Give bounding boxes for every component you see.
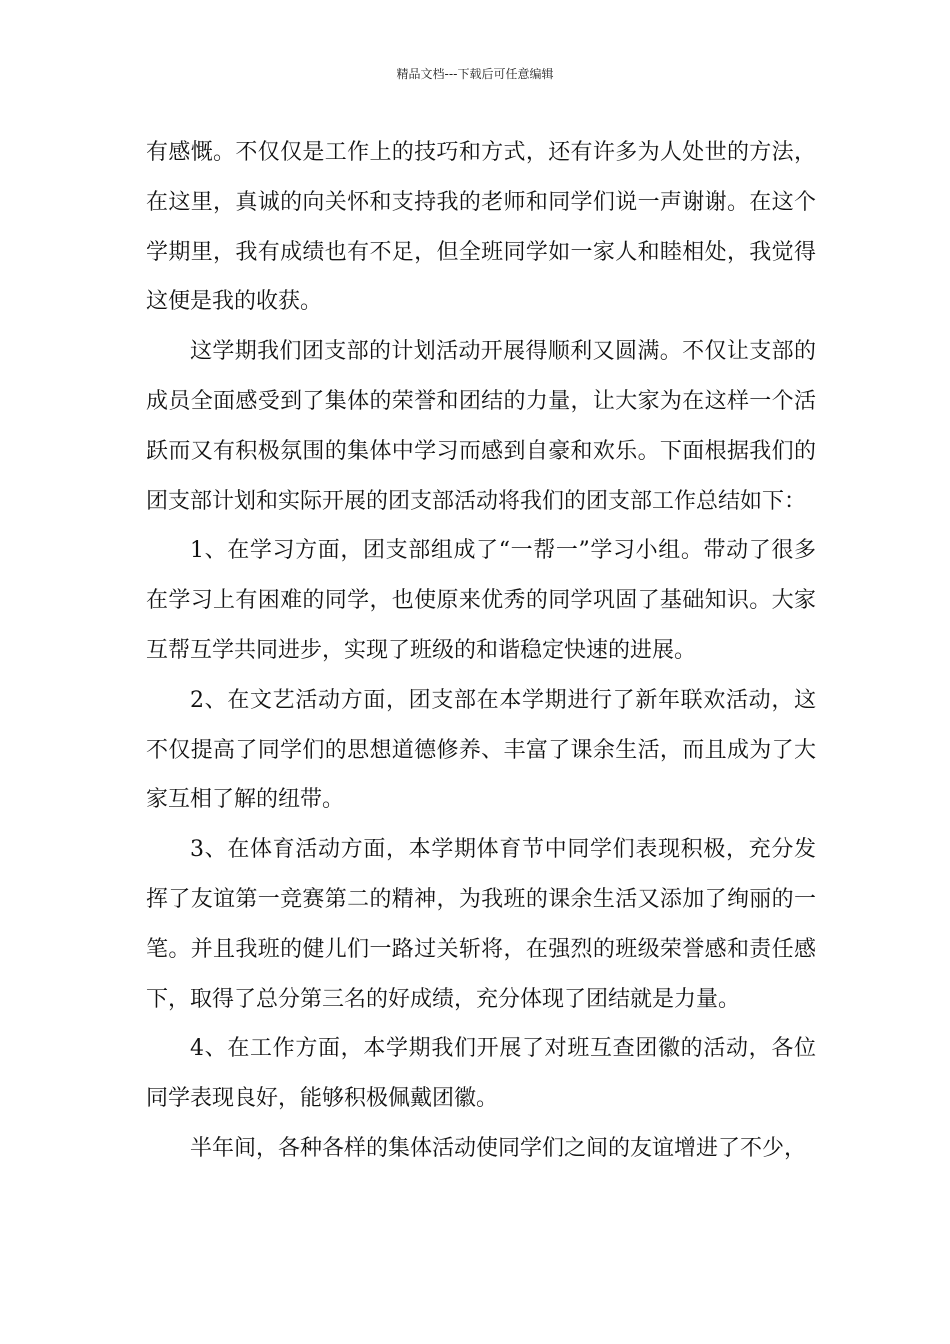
paragraph-work: 4、在工作方面，本学期我们开展了对班互查团徽的活动，各位同学表现良好，能够积极佩戴团徽。 bbox=[146, 1036, 816, 1112]
paragraph-reflection: 有感慨。不仅仅是工作上的技巧和方式，还有许多为人处世的方法，在这里，真诚的向关怀和支持我的老师和同学们说一声谢谢。在这个学期里，我有成绩也有不足，但全班同学如一家人和睦相处，我觉得这便是我的收获。 bbox=[146, 140, 816, 315]
paragraph-study: 1、在学习方面，团支部组成了“一帮一”学习小组。带动了很多在学习上有困难的同学，也使原来优秀的同学巩固了基础知识。大家互帮互学共同进步，实现了班级的和谐稳定快速的进展。 bbox=[146, 538, 816, 663]
paragraph-intro: 这学期我们团支部的计划活动开展得顺利又圆满。不仅让支部的成员全面感受到了集体的荣誉和团结的力量，让大家为在这样一个活跃而又有积极氛围的集体中学习而感到自豪和欢乐。下面根据我们的团支部计划和实际开展的团支部活动将我们的团支部工作总结如下： bbox=[146, 339, 816, 514]
paragraph-summary: 半年间，各种各样的集体活动使同学们之间的友谊增进了不少， bbox=[190, 1135, 807, 1161]
page-header: 精品文档---下载后可任意编辑 bbox=[396, 67, 554, 81]
document-body bbox=[146, 128, 816, 1174]
paragraph-sports: 3、在体育活动方面，本学期体育节中同学们表现积极，充分发挥了友谊第一竞赛第二的精神，为我班的课余生活又添加了绚丽的一笔。并且我班的健儿们一路过关斩将，在强烈的班级荣誉感和责任感下，取得了总分第三名的好成绩，充分体现了团结就是力量。 bbox=[146, 837, 816, 1012]
paragraph-arts: 2、在文艺活动方面，团支部在本学期进行了新年联欢活动，这不仅提高了同学们的思想道德修养、丰富了课余生活，而且成为了大家互相了解的纽带。 bbox=[146, 687, 816, 813]
